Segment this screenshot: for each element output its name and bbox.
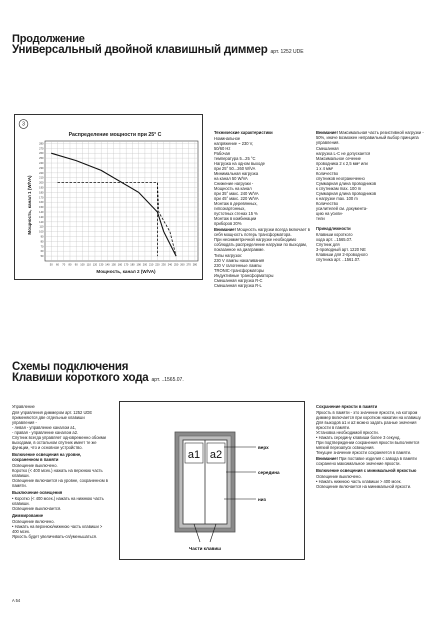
memory-text: Яркость в памяти - это значение яркости, на котором диммер включается при коротком нажатии на клавишу. Для выходов a1 и a2 можно задать разные значения яркости в памяти. Установка необходимой яркости. • Нажать середину клавиши более 3 секунд. При подтверждении сохранения яркости выполняется мягкий перезапуск освещения. Текущее значение яркости сохраняется в памяти.	[316, 410, 422, 455]
power-distribution-chart-box	[14, 114, 203, 280]
chart-x-tick-label: 120	[92, 263, 98, 267]
chart-y-tick-label: 120	[39, 220, 44, 224]
key-bottom-label: низ	[258, 497, 266, 502]
chart-x-tick-label: 60	[56, 263, 59, 267]
chart-x-tick-label: 100	[80, 263, 85, 267]
chart-y-tick-label: 150	[39, 206, 44, 210]
specs-warning-1	[214, 227, 316, 252]
warning-text: При поставке изделия с завода в памяти сохранено максимальное значение яркости.	[316, 456, 417, 466]
chart-x-tick-label: 70	[62, 263, 66, 267]
section-heading-continuation: Продолжение	[12, 33, 85, 45]
specs-warning-2	[316, 130, 428, 145]
specs-column-1	[214, 130, 316, 288]
control-intro: Для управления диммером арт. 1252 UDE применяются две отдельные клавиши управления - - левая - управление каналом a1, - правая - управление каналом a2. Спутник всегда управляет одновременно обоими выходами, в остальном спутник имеет те же функции, что и основное устройство.	[12, 410, 106, 450]
chart-plot-area	[39, 141, 198, 267]
chart-y-tick-label: 240	[39, 162, 44, 166]
specs-list-1: Номинальное напряжение ~ 230 V, 50/60 Hz Рабочая температура 5...25 °C Нагрузка на одном выходе при 25° 50...260 W/VA Минимальная нагрузка на канал 50 W/VA Снижение нагрузки - Мощность на канал при 35° макс. 240 W/VA при 45° макс. 220 W/VA Монтаж в деревянных, гипсокартонных, пустотных стенах 15 % Монтаж в комбинации приборов 20%	[214, 136, 265, 226]
specs-list-2: Смешанная нагрузка L-C не допускается Максимальное сечение проводника 2 x 2,5 мм² или 1 x 4 мм² Количество спутников неограниченно Суммарная длина проводников к спутникам max. 100 m Суммарная длина проводников к нагрузке max. 100 m Количество усилителей см. документа- цию на усили- тели	[316, 146, 377, 221]
key-parts-caption: Части клавиш	[189, 546, 221, 551]
specs-column-2	[316, 130, 428, 262]
page-number: A 54	[12, 598, 21, 603]
chart-x-tick-label: 150	[111, 263, 116, 267]
chart-x-tick-label: 170	[124, 263, 129, 267]
chart-x-tick-label: 80	[68, 263, 72, 267]
chart-x-tick-label: 140	[105, 263, 110, 267]
chart-y-tick-label: 80	[40, 240, 44, 244]
chart-y-tick-label: 230	[39, 166, 44, 170]
key-middle-label: середина	[258, 470, 280, 475]
chart-x-tick-label: 110	[86, 263, 91, 267]
chart-y-tick-label: 140	[39, 211, 44, 215]
chart-y-tick-label: 260	[39, 152, 44, 156]
product-title-text: Универсальный двойной клавишный диммер	[12, 44, 268, 56]
chart-x-tick-label: 200	[142, 263, 148, 267]
control-text-column	[12, 404, 108, 539]
chart-y-tick-label: 200	[39, 181, 44, 185]
min-brightness-text: Освещение выключено. • Нажать нижнюю часть клавиши > 400 мсек. Освещение включается на минимальной яркости.	[316, 474, 412, 489]
chart-x-tick-label: 280	[192, 263, 198, 267]
chart-x-tick-label: 220	[155, 263, 160, 267]
load-types-list: Типы нагрузок: 230 V лампы накаливания 230 V галогенные лампы TRONIC-трансформаторы Индуктивные трансформаторы Смешанная нагрузка R-C Смешанная нагрузка R-L	[214, 253, 274, 288]
chart-y-tick-label: 100	[39, 230, 44, 234]
chart-x-tick-label: 250	[173, 263, 179, 267]
chart-y-tick-label: 220	[39, 171, 44, 175]
chart-x-tick-label: 180	[130, 263, 135, 267]
chart-title: Распределение мощности при 25° C	[68, 132, 162, 138]
accessories-title: Принадлежности	[316, 226, 351, 231]
chart-x-tick-label: 160	[117, 263, 123, 267]
chart-x-tick-label: 190	[136, 263, 141, 267]
memory-warning	[316, 456, 428, 466]
chart-y-tick-label: 280	[39, 142, 44, 146]
keys-title	[12, 372, 184, 386]
switch-on-text: Освещение выключено. Коротко (< 400 мсек.) нажать на верхнюю часть клавиши. Освещение включается на уровне, сохраненном в памяти.	[12, 463, 108, 488]
switch-on-title: Включение освещения на уровне, сохраненном в памяти	[12, 452, 82, 462]
control-title: Управление	[12, 404, 35, 409]
chart-y-tick-label: 210	[39, 176, 44, 180]
chart-y-tick-label: 180	[39, 191, 44, 195]
product-title	[12, 44, 304, 58]
chart-y-tick-label: 130	[39, 215, 44, 219]
chart-y-tick-label: 250	[39, 157, 44, 161]
accessories-list: Клавиши короткого хода арт. ..1565.07. Спутник для 3-проводный арт. 1220 NE Клавиши для 2-проводного спутника арт. ..1561.07.	[316, 232, 368, 262]
chart-x-tick-label: 50	[49, 263, 53, 267]
chart-y-tick-label: 110	[39, 225, 44, 229]
chart-y-tick-label: 160	[39, 201, 44, 205]
warning-text: Максимальная часть резистивной нагрузки - 50%, иначе возможен неправильный выбор принципа управления.	[316, 130, 424, 145]
specs-title: Технические характеристики	[214, 130, 273, 135]
chart-y-tick-label: 190	[39, 186, 44, 190]
chart-y-axis-label: Мощность, канал 1 (W/VA)	[27, 175, 32, 235]
switch-off-text: • Коротко (< 400 мсек.) нажать на нижнюю часть клавиши. Освещение выключается.	[12, 496, 104, 511]
warning-lead: Внимание!	[316, 456, 338, 461]
keys-article: арт. ..1565.07.	[151, 377, 184, 383]
chart-x-tick-label: 130	[99, 263, 104, 267]
dimming-title: Диммирование	[12, 513, 44, 518]
memory-text-column	[316, 404, 428, 489]
dimming-text: Освещение включено. • Нажать на верхнюю/нижнюю часть клавиши > 400 мсек. Яркость будет увеличивать-ся/уменьшаться.	[12, 519, 103, 539]
chart-y-tick-label: 50	[40, 255, 44, 259]
chart-x-tick-label: 260	[180, 263, 185, 267]
min-brightness-title: Включение освещения с минимальной яркостью	[316, 468, 417, 473]
warning-lead: Внимание!	[316, 130, 338, 135]
chart-frame	[45, 141, 198, 261]
wiring-heading: Схемы подключения	[12, 361, 129, 373]
figure-badge-number: 3	[22, 121, 25, 128]
chart-y-tick-label: 60	[40, 250, 44, 254]
chart-x-tick-label: 240	[167, 263, 173, 267]
key-a1-label: a1	[187, 449, 201, 461]
chart-x-tick-label: 210	[148, 263, 154, 267]
chart-y-tick-label: 90	[40, 235, 44, 239]
chart-x-axis-label: Мощность, канал 2 (W/VA)	[96, 269, 156, 274]
warning-text: Мощность нагрузки всегда включает в себя мощность потерь трансформатора. При несимметричной нагрузке необходимо соблюдать распределение нагрузки по выходам, показанное на диаграмме.	[214, 227, 310, 252]
keys-title-text: Клавиши короткого хода	[12, 372, 149, 384]
key-top-label: верх	[258, 445, 269, 450]
memory-title: Сохранение яркости в памяти	[316, 404, 378, 409]
power-distribution-chart	[15, 115, 204, 281]
key-a2-label: a2	[209, 449, 223, 461]
chart-y-tick-label: 270	[39, 147, 44, 151]
product-article: арт. 1252 UDE	[270, 49, 304, 55]
key-parts-diagram	[120, 402, 306, 561]
key-parts-diagram-box	[119, 401, 305, 560]
chart-y-tick-label: 170	[39, 196, 44, 200]
chart-x-tick-label: 270	[186, 263, 191, 267]
chart-y-tick-label: 70	[40, 245, 44, 249]
chart-x-tick-label: 230	[161, 263, 166, 267]
chart-x-tick-label: 90	[74, 263, 78, 267]
switch-off-title: Выключение освещения	[12, 490, 63, 495]
warning-lead: Внимание!	[214, 227, 236, 232]
